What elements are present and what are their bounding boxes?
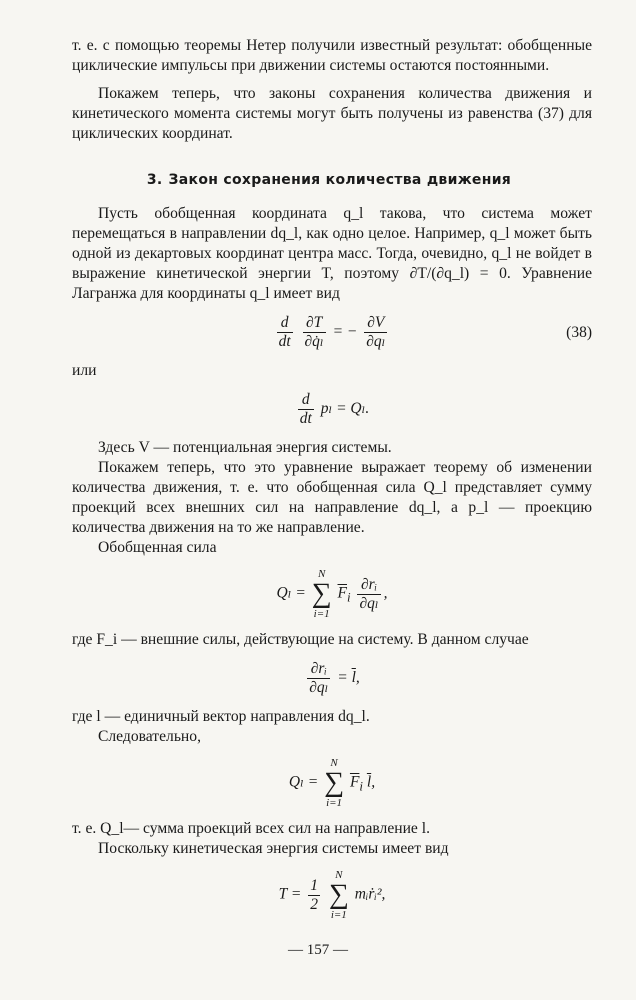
paragraph-3: Пусть обобщенная координата q_l такова, что система может перемещаться в направлении dq_l, как одно целое. Например, q_l может быть одной из декартовых координат центра масс. Тогда, очевидно, q_l не войдет в выражение кинетической энергии T, поэтому ∂T/(∂q_l) = 0. Уравнение Лагранжа для координаты q_l имеет вид xyxy=(72,205,592,302)
formula-operator: = xyxy=(337,669,348,687)
frac-den: ∂q̇ₗ xyxy=(304,333,324,350)
frac-one-half xyxy=(308,877,320,914)
formula-lhs: Qₗ = xyxy=(288,773,319,791)
section-title: Закон сохранения количества движения xyxy=(168,172,512,188)
formula-lhs: Qₗ = xyxy=(276,584,306,602)
force-index: i xyxy=(346,589,351,605)
page-number: — 157 — xyxy=(288,942,348,958)
frac-dV-dq xyxy=(364,314,387,351)
unit-vector: $\overline{l}$ xyxy=(366,773,372,791)
force-index: i xyxy=(359,778,363,794)
sum-symbol: N ∑ i=1 xyxy=(328,869,349,921)
paragraph-12: Поскольку кинетическая энергия системы имеет вид xyxy=(98,840,449,857)
frac-num: d xyxy=(277,314,293,333)
frac-den: dt xyxy=(299,410,312,427)
frac-dr-dq-2 xyxy=(307,660,330,697)
frac-den: ∂qₗ xyxy=(366,333,386,350)
paragraph-1: т. е. с помощью теоремы Нетер получили известный результат: обобщенные циклические импульсы при движении системы остаются постоянными. xyxy=(72,37,592,74)
page-content xyxy=(72,36,592,931)
frac-num: ∂rᵢ xyxy=(307,660,330,679)
frac-den: 2 xyxy=(310,895,318,913)
paragraph-2: Покажем теперь, что законы сохранения количества движения и кинетического момента системы могут быть получены из равенства (37) для циклических координат. xyxy=(72,85,592,142)
paragraph-4: или xyxy=(72,362,97,379)
paragraph-11: т. е. Q_l— сумма проекций всех сил на направление l. xyxy=(72,820,430,837)
force-vector: $\overline{F}$ xyxy=(349,773,360,791)
sum-lower: i=1 xyxy=(313,608,330,620)
frac-num: ∂V xyxy=(364,314,387,333)
sum-symbol: N ∑ i=1 xyxy=(324,757,345,809)
formula-generalized-force xyxy=(72,568,592,620)
frac-num: 1 xyxy=(310,876,318,894)
formula-tail: , xyxy=(355,669,360,687)
frac-num: ∂rᵢ xyxy=(357,576,380,595)
sum-upper: N xyxy=(335,869,343,881)
frac-num: d xyxy=(298,391,314,410)
formula-body: pₗ = Qₗ. xyxy=(320,400,370,418)
section-heading xyxy=(72,170,592,190)
paragraph-9: где l — единичный вектор направления dq_l. xyxy=(72,708,370,725)
formula-lhs: T = xyxy=(278,885,302,903)
sum-lower: i=1 xyxy=(326,797,343,809)
force-vector: $\overline{F}$ xyxy=(337,584,347,602)
paragraph-10: Следовательно, xyxy=(98,728,201,745)
sum-symbol: N ∑ i=1 xyxy=(311,568,332,620)
equation-number: (38) xyxy=(566,323,592,341)
formula-unit-vector xyxy=(72,660,592,697)
unit-vector: $\overline{l}$ xyxy=(351,669,356,687)
formula-sum-projections xyxy=(72,757,592,809)
frac-d-dt xyxy=(277,314,293,351)
formula-tail: , xyxy=(383,584,388,602)
sum-lower: i=1 xyxy=(330,909,347,921)
formula-body: mᵢṙᵢ², xyxy=(354,885,386,903)
paragraph-5: Здесь V — потенциальная энергия системы. xyxy=(98,439,392,456)
frac-dr-dq xyxy=(357,576,380,613)
sum-upper: N xyxy=(330,757,338,769)
formula-momentum xyxy=(72,391,592,428)
formula-tail: , xyxy=(371,773,376,791)
paragraph-7: Обобщенная сила xyxy=(98,539,217,556)
frac-den: ∂qₗ xyxy=(309,679,329,696)
frac-d-dt-2 xyxy=(298,391,314,428)
paragraph-6: Покажем теперь, что это уравнение выражает теорему об изменении количества движения, т. е. что обобщенная сила Q_l представляет сумму проекций всех внешних сил на направление dq_l, а p_l — проекцию количества движения на то же направление. xyxy=(72,459,592,536)
sum-upper: N xyxy=(317,568,326,580)
frac-den: dt xyxy=(278,333,291,350)
paragraph-8: где F_i — внешние силы, действующие на систему. В данном случае xyxy=(72,631,529,648)
section-number: 3. xyxy=(146,172,163,188)
formula-operator: = − xyxy=(332,323,358,341)
formula-38 xyxy=(72,314,592,351)
formula-kinetic-energy xyxy=(72,869,592,921)
frac-num: ∂T xyxy=(303,314,326,333)
frac-den: ∂qₗ xyxy=(359,594,379,612)
frac-dT-dq xyxy=(303,314,326,351)
